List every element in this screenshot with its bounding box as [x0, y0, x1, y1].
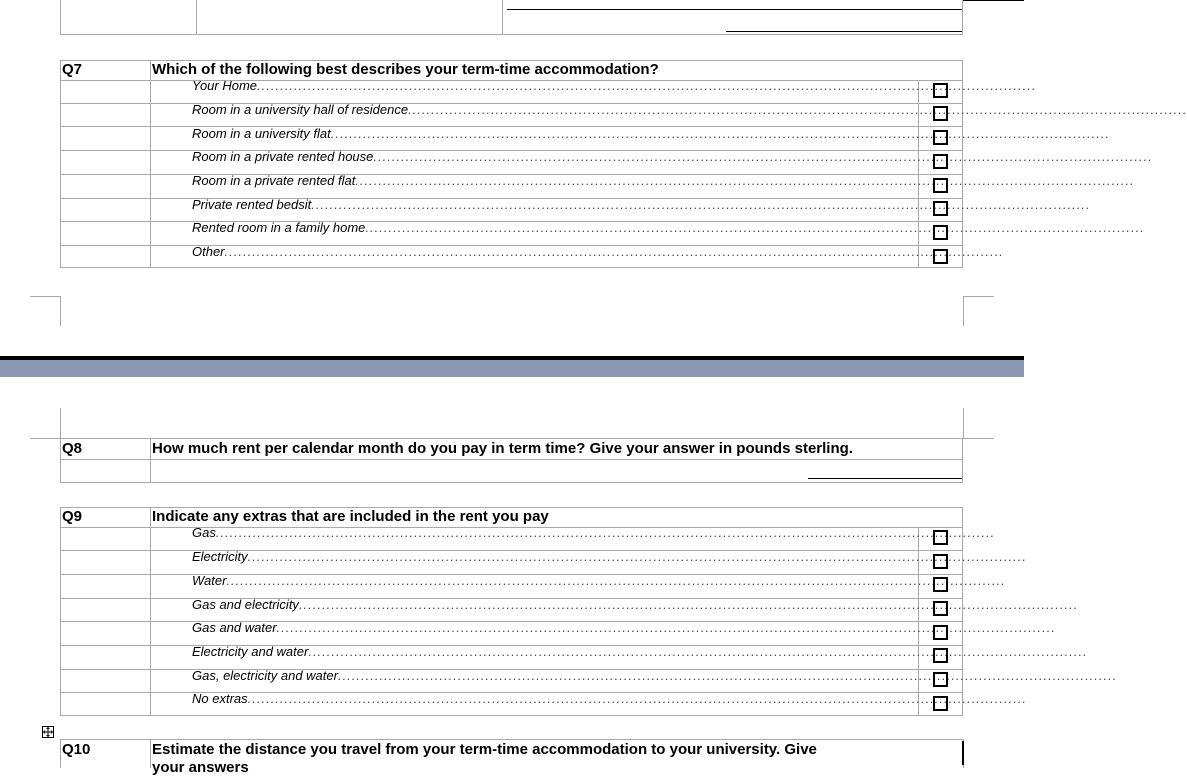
checkbox[interactable]	[933, 530, 948, 545]
option-label: Other.........................................................................................................................................................................	[192, 244, 1004, 259]
option-label: Gas and electricity.........................................................................................................................................................................	[192, 597, 1079, 612]
question-number: Q9	[62, 508, 83, 525]
checkbox[interactable]	[933, 625, 948, 640]
answer-line[interactable]	[726, 31, 962, 32]
checkbox[interactable]	[933, 225, 948, 240]
option-label: Gas, electricity and water.........................................................................................................................................................................	[192, 668, 1118, 683]
text-cursor	[962, 741, 964, 765]
question-text: Indicate any extras that are included in the rent you pay	[152, 508, 549, 525]
answer-line[interactable]	[507, 9, 962, 10]
option-label: No extras.........................................................................................................................................................................	[192, 691, 1028, 706]
option-label: Water.........................................................................................................................................................................	[192, 573, 1006, 588]
option-label: Your Home.........................................................................................................................................................................	[192, 78, 1037, 93]
checkbox[interactable]	[933, 601, 948, 616]
answer-line[interactable]	[808, 478, 962, 479]
option-label: Private rented bedsit.........................................................................................................................................................................	[192, 197, 1091, 212]
checkbox[interactable]	[933, 130, 948, 145]
option-label: Room in a private rented house.........................................................................................................................................................................	[192, 149, 1153, 164]
table-move-handle-icon[interactable]	[42, 726, 54, 738]
question-text: Which of the following best describes your term-time accommodation?	[152, 61, 659, 78]
question-text-continued: your answers	[152, 759, 249, 776]
checkbox[interactable]	[933, 154, 948, 169]
question-text: How much rent per calendar month do you pay in term time? Give your answer in pounds sterling.	[152, 440, 853, 457]
option-label: Electricity.........................................................................................................................................................................	[192, 549, 1028, 564]
checkbox[interactable]	[933, 106, 948, 121]
question-number: Q8	[62, 440, 83, 457]
option-label: Electricity and water.........................................................................................................................................................................	[192, 644, 1088, 659]
option-label: Gas and water.........................................................................................................................................................................	[192, 620, 1056, 635]
option-label: Room in a university flat.........................................................................................................................................................................	[192, 126, 1111, 141]
checkbox[interactable]	[933, 554, 948, 569]
checkbox[interactable]	[933, 577, 948, 592]
option-label: Gas.........................................................................................................................................................................	[192, 525, 996, 540]
checkbox[interactable]	[933, 83, 948, 98]
checkbox[interactable]	[933, 648, 948, 663]
checkbox[interactable]	[933, 672, 948, 687]
checkbox[interactable]	[933, 249, 948, 264]
question-number: Q7	[62, 61, 83, 78]
checkbox[interactable]	[933, 201, 948, 216]
option-label: Room in a university hall of residence.........................................................................................................................................................................	[192, 102, 1187, 117]
option-label: Rented room in a family home.........................................................................................................................................................................	[192, 220, 1145, 235]
checkbox[interactable]	[933, 178, 948, 193]
checkbox[interactable]	[933, 696, 948, 711]
question-number: Q10	[62, 741, 91, 758]
option-label: Room in a private rented flat.........................................................................................................................................................................	[192, 173, 1135, 188]
question-text: Estimate the distance you travel from your term-time accommodation to your university. Give	[152, 741, 817, 758]
